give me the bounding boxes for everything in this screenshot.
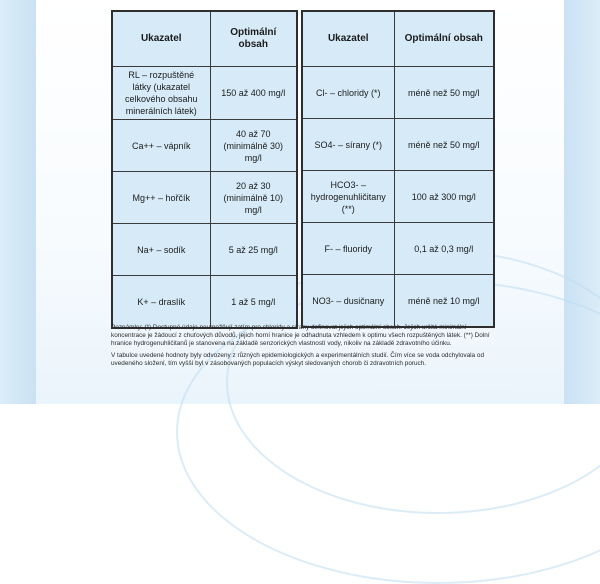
table-row [112,224,297,276]
optimal-cell: 40 až 70 (minimálně 30) mg/l [210,120,297,172]
indicator-cell: K+ – draslík [112,276,210,329]
indicator-cell: F- – fluoridy [302,223,394,275]
header-indicator: Ukazatel [112,11,210,67]
right-table [301,10,495,328]
left-frame [0,0,36,404]
optimal-cell: 0,1 až 0,3 mg/l [394,223,494,275]
indicator-cell: RL – rozpuštěné látky (ukazatel celkového obsahu minerálních látek) [112,67,210,120]
optimal-cell: 100 až 300 mg/l [394,171,494,223]
header-indicator: Ukazatel [302,11,394,67]
table-row [112,276,297,329]
table-row [112,172,297,224]
table-row [302,119,494,171]
header-optimal: Optimální obsah [394,11,494,67]
indicator-cell: Cl- – chloridy (*) [302,67,394,119]
header-row [112,11,297,67]
header-optimal: Optimální obsah [210,11,297,67]
indicator-cell: NO3- – dusičnany [302,275,394,328]
indicator-cell: SO4- – sírany (*) [302,119,394,171]
water-composition-tables [111,10,495,320]
table-row [302,223,494,275]
indicator-cell: Mg++ – hořčík [112,172,210,224]
indicator-cell: Ca++ – vápník [112,120,210,172]
table-row [302,171,494,223]
left-table [111,10,298,329]
optimal-cell: méně než 10 mg/l [394,275,494,328]
table-row [112,120,297,172]
table-row [302,275,494,328]
optimal-cell: 5 až 25 mg/l [210,224,297,276]
remarks-paragraph: Poznámky: (*) Dostupné údaje neumožňují zatím pro chloridy a sírany definovat jejich optimální obsah. Jejich určitá minimální koncentrace je žádoucí z chuťových důvodů, jejich horní hranice je odhadnuta vzhledem k optimu všech rozpuštěných látek. (**) Dolní hranice hydrogenuhličitanů je stanovena na základě senzorických vlastností vody, nikoliv na základě zdravotního účinku. [111,324,490,348]
optimal-cell: 20 až 30 (minimálně 10) mg/l [210,172,297,224]
indicator-cell: HCO3- – hydrogenuhličitany (**) [302,171,394,223]
table-row [112,67,297,120]
optimal-cell: méně než 50 mg/l [394,67,494,119]
header-row [302,11,494,67]
footnotes [111,324,495,371]
source-paragraph: V tabulce uvedené hodnoty byly odvozeny z různých epidemiologických a experimentálních studií. Čím více se voda odchylovala od uvedeného složení, tím vyšší byl v zásobovaných populacích výskyt sledovaných chorob či zdravotních poruch. [111,351,484,367]
table-row [302,67,494,119]
optimal-cell: méně než 50 mg/l [394,119,494,171]
indicator-cell: Na+ – sodík [112,224,210,276]
optimal-cell: 1 až 5 mg/l [210,276,297,329]
optimal-cell: 150 až 400 mg/l [210,67,297,120]
